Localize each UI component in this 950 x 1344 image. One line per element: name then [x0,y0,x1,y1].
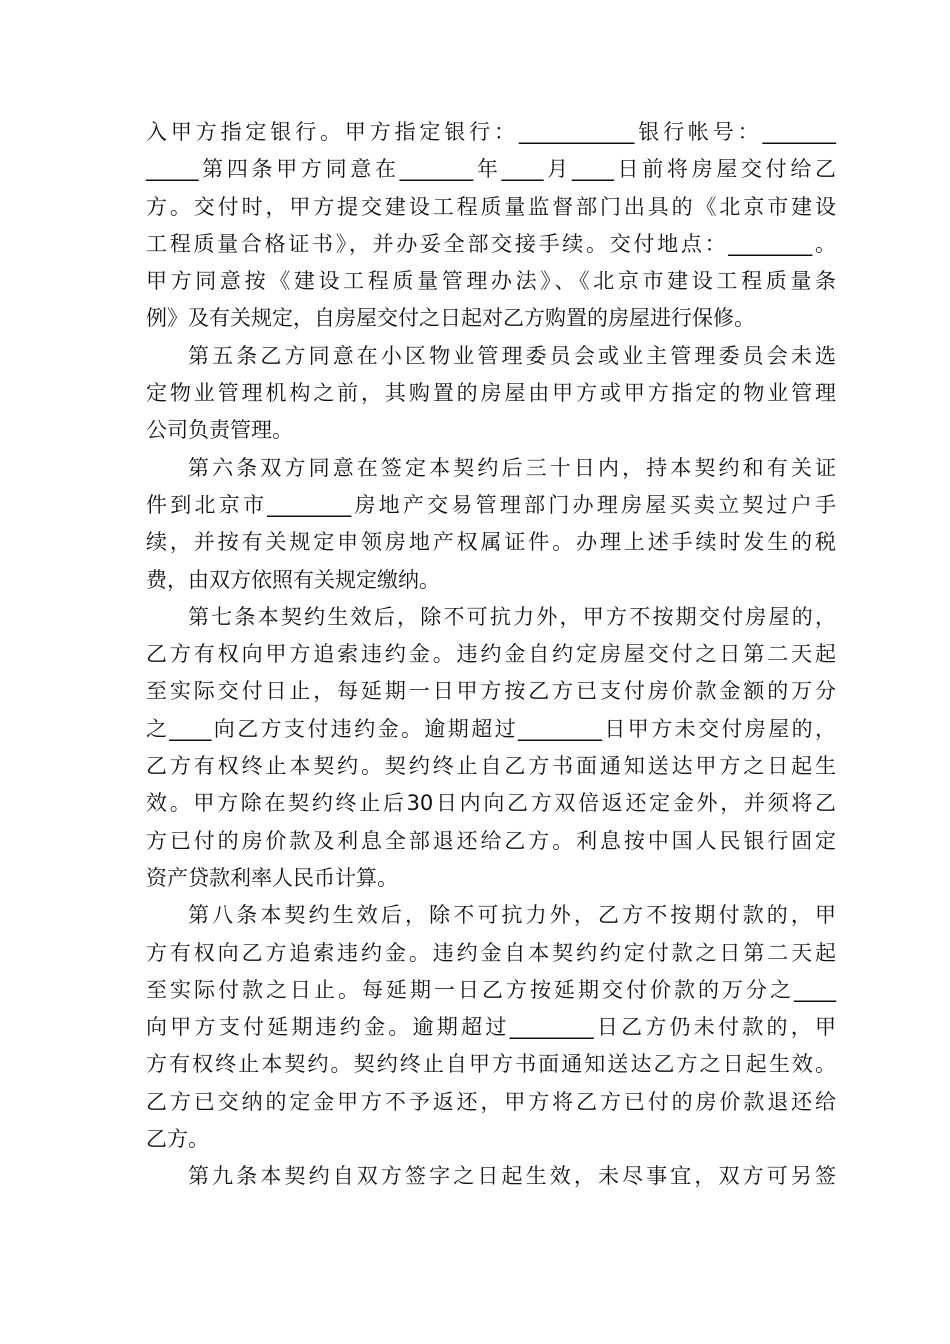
text-line: 资产贷款利率人民币计算。 [146,865,398,890]
text-line: 费，由双方依照有关规定缴纳。 [146,567,440,592]
text-line: 方。交付时，甲方提交建设工程质量监督部门出具的《北京市建设 [146,194,836,219]
text-line: 乙方。 [146,1127,209,1152]
text-line: 例》及有关规定，自房屋交付之日起对乙方购置的房屋进行保修。 [146,306,755,331]
text-line: 公司负责管理。 [146,418,293,443]
text-line: 定物业管理机构之前，其购置的房屋由甲方或甲方指定的物业管理 [146,381,836,406]
contract-text [146,114,836,1196]
text-line: 乙方有权向甲方追索违约金。违约金自约定房屋交付之日第二天起 [146,642,836,667]
text-line: 方有权向乙方追索违约金。违约金自本契约约定付款之日第二天起 [146,940,836,965]
text-line: 工程质量合格证书》，并办妥全部交接手续。交付地点：________。 [146,231,836,256]
paragraph-article-9-line: 第九条本契约自双方签字之日起生效，未尽事宜，双方可另签 [188,1164,836,1189]
text-line: 乙方已交纳的定金甲方不予返还，甲方将乙方已付的房价款退还给 [146,1089,836,1114]
text-line: 向甲方支付延期违约金。逾期超过________日乙方仍未付款的，甲 [146,1015,836,1040]
text-line: 续，并按有关规定申领房地产权属证件。办理上述手续时发生的税 [146,530,836,555]
paragraph-article-5-line: 第五条乙方同意在小区物业管理委员会或业主管理委员会未选 [188,343,836,368]
paragraph-article-6-line: 第六条双方同意在签定本契约后三十日内，持本契约和有关证 [188,455,836,480]
text-line: 效。甲方除在契约终止后30日内向乙方双倍返还定金外，并须将乙 [146,791,836,816]
text-line: 入甲方指定银行。甲方指定银行：___________银行帐号：_______ [146,120,836,144]
text-line: 方已付的房价款及利息全部退还给乙方。利息按中国人民银行固定 [146,828,836,853]
text-line: 至实际交付日止，每延期一日甲方按乙方已支付房价款金额的万分 [146,679,836,704]
text-line: 方有权终止本契约。契约终止自甲方书面通知送达乙方之日起生效。 [146,1052,836,1077]
text-line: 至实际付款之日止。每延期一日乙方按延期交付价款的万分之____ [146,977,836,1002]
text-line: 件到北京市________房地产交易管理部门办理房屋买卖立契过户手 [146,492,836,517]
paragraph-article-8-line: 第八条本契约生效后，除不可抗力外，乙方不按期付款的，甲 [188,903,836,928]
paragraph-article-7-line: 第七条本契约生效后，除不可抗力外，甲方不按期交付房屋的， [188,604,836,629]
text-line: 乙方有权终止本契约。契约终止自乙方书面通知送达甲方之日起生 [146,754,836,779]
text-line: _____第四条甲方同意在_______年____月____日前将房屋交付给乙 [146,157,836,182]
text-line: 之____向乙方支付违约金。逾期超过________日甲方未交付房屋的， [146,716,836,741]
text-line: 甲方同意按《建设工程质量管理办法》、《北京市建设工程质量条 [146,269,836,294]
